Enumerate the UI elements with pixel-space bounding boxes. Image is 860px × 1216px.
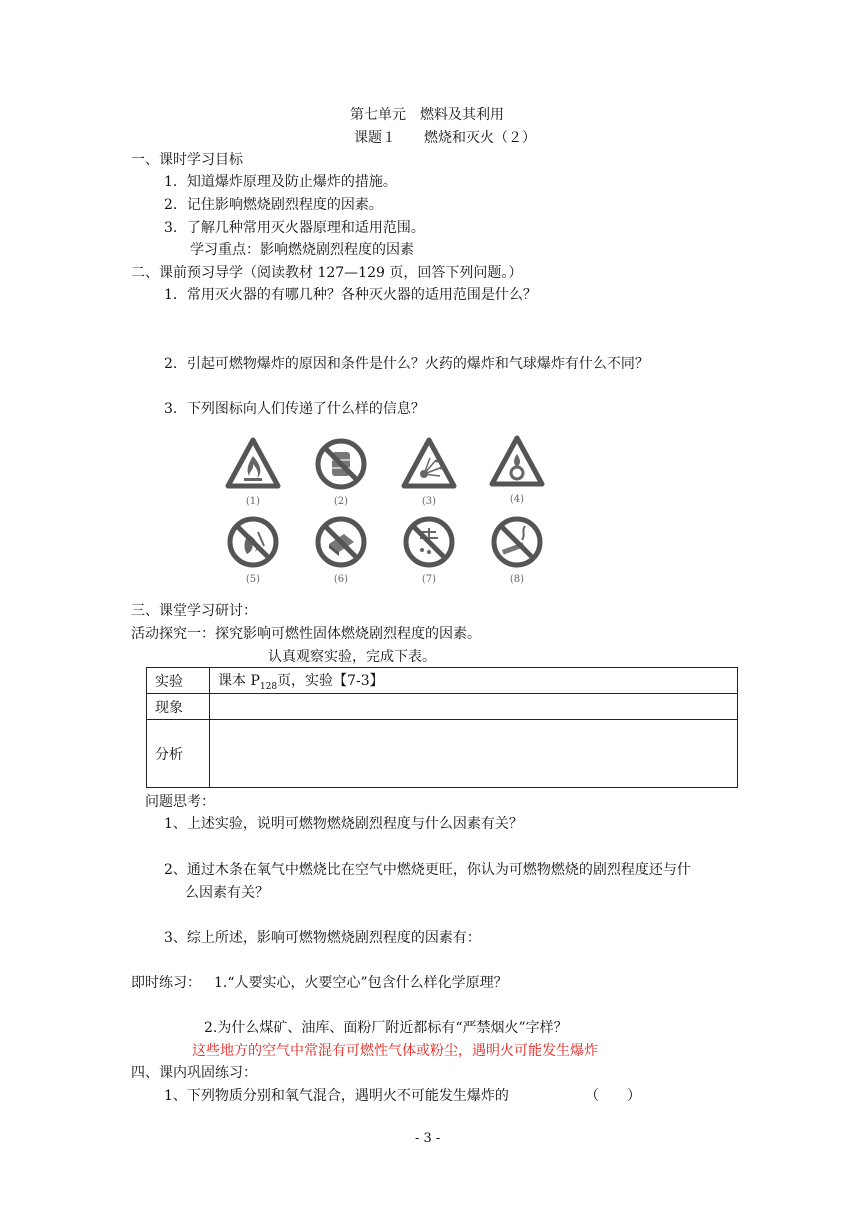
objective-3: 3．了解几种常用灭火器原理和适用范围。: [164, 220, 425, 236]
practice-question-2: 2.为什么煤矿、油库、面粉厂附近都标有“严禁烟火”字样？: [204, 1020, 568, 1036]
preview-question-3: 3．下列图标向人们传递了什么样的信息？: [164, 401, 425, 417]
no-fire-icon: [224, 512, 282, 572]
section-3-heading: 三、课堂学习研讨：: [131, 603, 257, 619]
section-4-heading: 四、课内巩固练习：: [131, 1065, 257, 1081]
sign-oxidizer: [488, 432, 546, 508]
sign-no-open-flame: [224, 512, 282, 588]
sign-label: (7): [421, 574, 437, 585]
page-number: - 3 -: [415, 1131, 441, 1146]
explosion-warning-icon: [400, 434, 458, 494]
analysis-answer-cell[interactable]: [210, 720, 738, 788]
learning-focus: 学习重点：影响燃烧剧烈程度的因素: [190, 242, 414, 258]
unit-title: 第七单元 燃料及其利用: [350, 107, 504, 123]
sign-flammable: [224, 434, 282, 510]
sign-label: (6): [333, 574, 349, 585]
think-heading: 问题思考：: [145, 794, 215, 810]
table-instruction: 认真观察实验，完成下表。: [268, 649, 436, 665]
phenomenon-answer-cell[interactable]: [210, 694, 738, 720]
experiment-table: [146, 667, 738, 788]
sign-no-stacking: [312, 434, 370, 510]
safety-signs-figure: [220, 432, 560, 592]
preview-question-2: 2．引起可燃物爆炸的原因和条件是什么？火药的爆炸和气球爆炸有什么不同？: [164, 356, 649, 372]
lesson-title: 课题１ 燃烧和灭火（２）: [354, 130, 536, 146]
sign-label: (8): [509, 574, 525, 585]
row-label-phenomenon: 现象: [147, 694, 210, 720]
table-row: [147, 694, 738, 720]
think-question-3: 3、综上所述，影响可燃物燃烧剧烈程度的因素有：: [164, 930, 481, 946]
table-row: [147, 720, 738, 788]
sign-no-matches: [312, 512, 370, 588]
sign-no-smoking: [488, 512, 546, 588]
think-question-2-cont: 么因素有关？: [185, 885, 269, 901]
no-matches-icon: [312, 512, 370, 572]
exercise-question-1: 1、下列物质分别和氧气混合，遇明火不可能发生爆炸的: [164, 1088, 509, 1104]
answer-bracket[interactable]: （ ）: [585, 1088, 641, 1104]
preview-question-1: 1．常用灭火器的有哪几种？各种灭火器的适用范围是什么？: [164, 287, 537, 303]
practice-question-1: 1.“人要实心，火要空心”包含什么样化学原理？: [214, 975, 508, 991]
sign-label: (5): [245, 574, 261, 585]
flame-warning-icon: [224, 434, 282, 494]
section-1-heading: 一、课时学习目标: [131, 152, 243, 168]
think-question-2: 2、通过木条在氧气中燃烧比在空气中燃烧更旺，你认为可燃物燃烧的剧烈程度还与什: [164, 862, 691, 878]
sign-label: (3): [421, 496, 437, 507]
table-row: [147, 668, 738, 694]
sign-label: (4): [509, 494, 525, 505]
oxidizer-warning-icon: [488, 432, 546, 492]
no-smoking-icon: [488, 512, 546, 572]
objective-1: 1．知道爆炸原理及防止爆炸的措施。: [164, 174, 397, 190]
experiment-reference: 课本 $P_{128}$页，实验【7-3】: [210, 668, 738, 694]
activity-title: 活动探究一：探究影响可燃性固体燃烧剧烈程度的因素。: [131, 626, 481, 642]
sign-explosive: [400, 434, 458, 510]
barrel-prohibited-icon: [312, 434, 370, 494]
practice-answer: 这些地方的空气中常混有可燃性气体或粉尘，遇明火可能发生爆炸: [192, 1043, 598, 1059]
think-question-1: 1、上述实验，说明可燃物燃烧剧烈程度与什么因素有关？: [164, 816, 523, 832]
sign-label: (1): [245, 496, 261, 507]
sign-no-fireworks: [400, 512, 458, 588]
sign-label: (2): [333, 496, 349, 507]
objective-2: 2．记住影响燃烧剧烈程度的因素。: [164, 197, 383, 213]
row-label-analysis: 分析: [147, 720, 210, 788]
practice-label: 即时练习：: [131, 975, 201, 991]
section-2-heading: 二、课前预习导学（阅读教材 127—129 页，回答下列问题。）: [131, 265, 523, 281]
row-label-experiment: 实验: [147, 668, 210, 694]
no-fireworks-icon: [400, 512, 458, 572]
